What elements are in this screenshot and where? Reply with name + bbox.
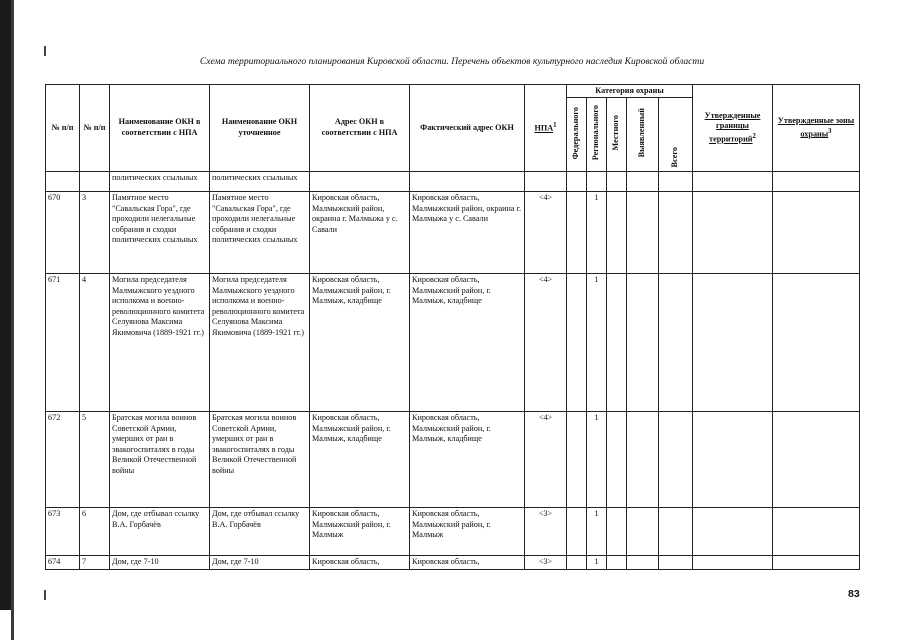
header-npa: НПА$^1$ <box>525 85 567 172</box>
header-address-npa: Адрес ОКН в соответствии с НПА <box>310 85 410 172</box>
header-approved-bounds: Утвержденные границы территорий$^2$ <box>693 85 773 172</box>
scan-mark <box>44 590 46 600</box>
cell-n2: 7 <box>80 556 110 570</box>
header-cat-total: Всего <box>659 98 693 172</box>
header-cat-local: Местного <box>607 98 627 172</box>
cell-name-refined: Братская могила воинов Советской Армии, умерших от ран в эвакогоспиталях в годы Великой Отечественной войны <box>210 412 310 508</box>
header-approved-zones: Утвержденные зоны охраны$^3$ <box>773 85 860 172</box>
cell-n2: 4 <box>80 274 110 412</box>
cell-address-npa: Кировская область, <box>310 556 410 570</box>
cell-npa: <4> <box>525 192 567 274</box>
table-row <box>46 192 860 274</box>
cell-npa: <4> <box>525 412 567 508</box>
table-row <box>46 274 860 412</box>
cell-name-npa: Дом, где отбывал ссылку В.А. Горбачёв <box>110 508 210 556</box>
header-no2: № п/п <box>80 85 110 172</box>
cell-address-npa: Кировская область, Малмыжский район, г. Малмыж, кладбище <box>310 412 410 508</box>
cell-regional: 1 <box>587 508 607 556</box>
page-title: Схема территориального планирования Кировской области. Перечень объектов культурного наследия Кировской области <box>199 56 705 67</box>
scan-edge-bar <box>0 0 11 610</box>
cell-n1: 672 <box>46 412 80 508</box>
cell-name-refined: Памятное место "Савальская Гора", где проходили нелегальные собрания и сходки политических ссыльных <box>210 192 310 274</box>
cell-npa: <3> <box>525 508 567 556</box>
cell-actual-address: Кировская область, Малмыжский район, г. Малмыж, кладбище <box>410 412 525 508</box>
table-row <box>46 412 860 508</box>
cell-name-npa: Памятное место "Савальская Гора", где проходили нелегальные собрания и сходки политических ссыльных <box>110 192 210 274</box>
header-cat-federal: Федерального <box>567 98 587 172</box>
cell-n2: 5 <box>80 412 110 508</box>
cell-name-refined: Дом, где отбывал ссылку В.А. Горбачёв <box>210 508 310 556</box>
cell-npa: <3> <box>525 556 567 570</box>
cell-n1: 671 <box>46 274 80 412</box>
cell-actual-address: Кировская область, Малмыжский район, г. Малмыж <box>410 508 525 556</box>
cell-regional: 1 <box>587 556 607 570</box>
cell-name-refined: политических ссыльных <box>210 172 310 192</box>
header-actual-address: Фактический адрес ОКН <box>410 85 525 172</box>
cell-name-refined: Могила председателя Малмыжского уездного исполкома и военно-революционного комитета Селуянова Максима Якимовича (1889-1921 гг.) <box>210 274 310 412</box>
table-row <box>46 508 860 556</box>
header-category: Категория охраны <box>567 85 693 98</box>
cell-address-npa: Кировская область, Малмыжский район, г. Малмыж <box>310 508 410 556</box>
cell-actual-address: Кировская область, Малмыжский район, г. Малмыж, кладбище <box>410 274 525 412</box>
cell-name-npa: Могила председателя Малмыжского уездного исполкома и военно-революционного комитета Селуянова Максима Якимовича (1889-1921 гг.) <box>110 274 210 412</box>
table-row <box>46 556 860 570</box>
cell-n2: 3 <box>80 192 110 274</box>
cell-name-npa: политических ссыльных <box>110 172 210 192</box>
cell-n1: 674 <box>46 556 80 570</box>
header-cat-regional: Регионального <box>587 98 607 172</box>
cell-actual-address: Кировская область, Малмыжский район, окраина г. Малмыжа у с. Савали <box>410 192 525 274</box>
cell-regional: 1 <box>587 192 607 274</box>
cell-n2: 6 <box>80 508 110 556</box>
page-number: 83 <box>848 588 860 600</box>
table-row <box>46 172 860 192</box>
header-no: № п/п <box>46 85 80 172</box>
cell-n1: 670 <box>46 192 80 274</box>
header-cat-identified: Выявленный <box>627 98 659 172</box>
heritage-table <box>45 84 860 570</box>
scan-mark <box>44 46 46 56</box>
cell-npa: <4> <box>525 274 567 412</box>
header-name-refined: Наименование ОКН уточненное <box>210 85 310 172</box>
cell-regional: 1 <box>587 412 607 508</box>
cell-regional: 1 <box>587 274 607 412</box>
cell-address-npa: Кировская область, Малмыжский район, г. Малмыж, кладбище <box>310 274 410 412</box>
cell-n1: 673 <box>46 508 80 556</box>
cell-actual-address: Кировская область, <box>410 556 525 570</box>
scan-edge-bar-inner <box>11 0 14 640</box>
cell-address-npa: Кировская область, Малмыжский район, окраина г. Малмыжа у с. Савали <box>310 192 410 274</box>
cell-name-npa: Дом, где 7-10 <box>110 556 210 570</box>
header-name-npa: Наименование ОКН в соответствии с НПА <box>110 85 210 172</box>
cell-name-npa: Братская могила воинов Советской Армии, умерших от ран в эвакогоспиталях в годы Великой Отечественной войны <box>110 412 210 508</box>
cell-name-refined: Дом, где 7-10 <box>210 556 310 570</box>
